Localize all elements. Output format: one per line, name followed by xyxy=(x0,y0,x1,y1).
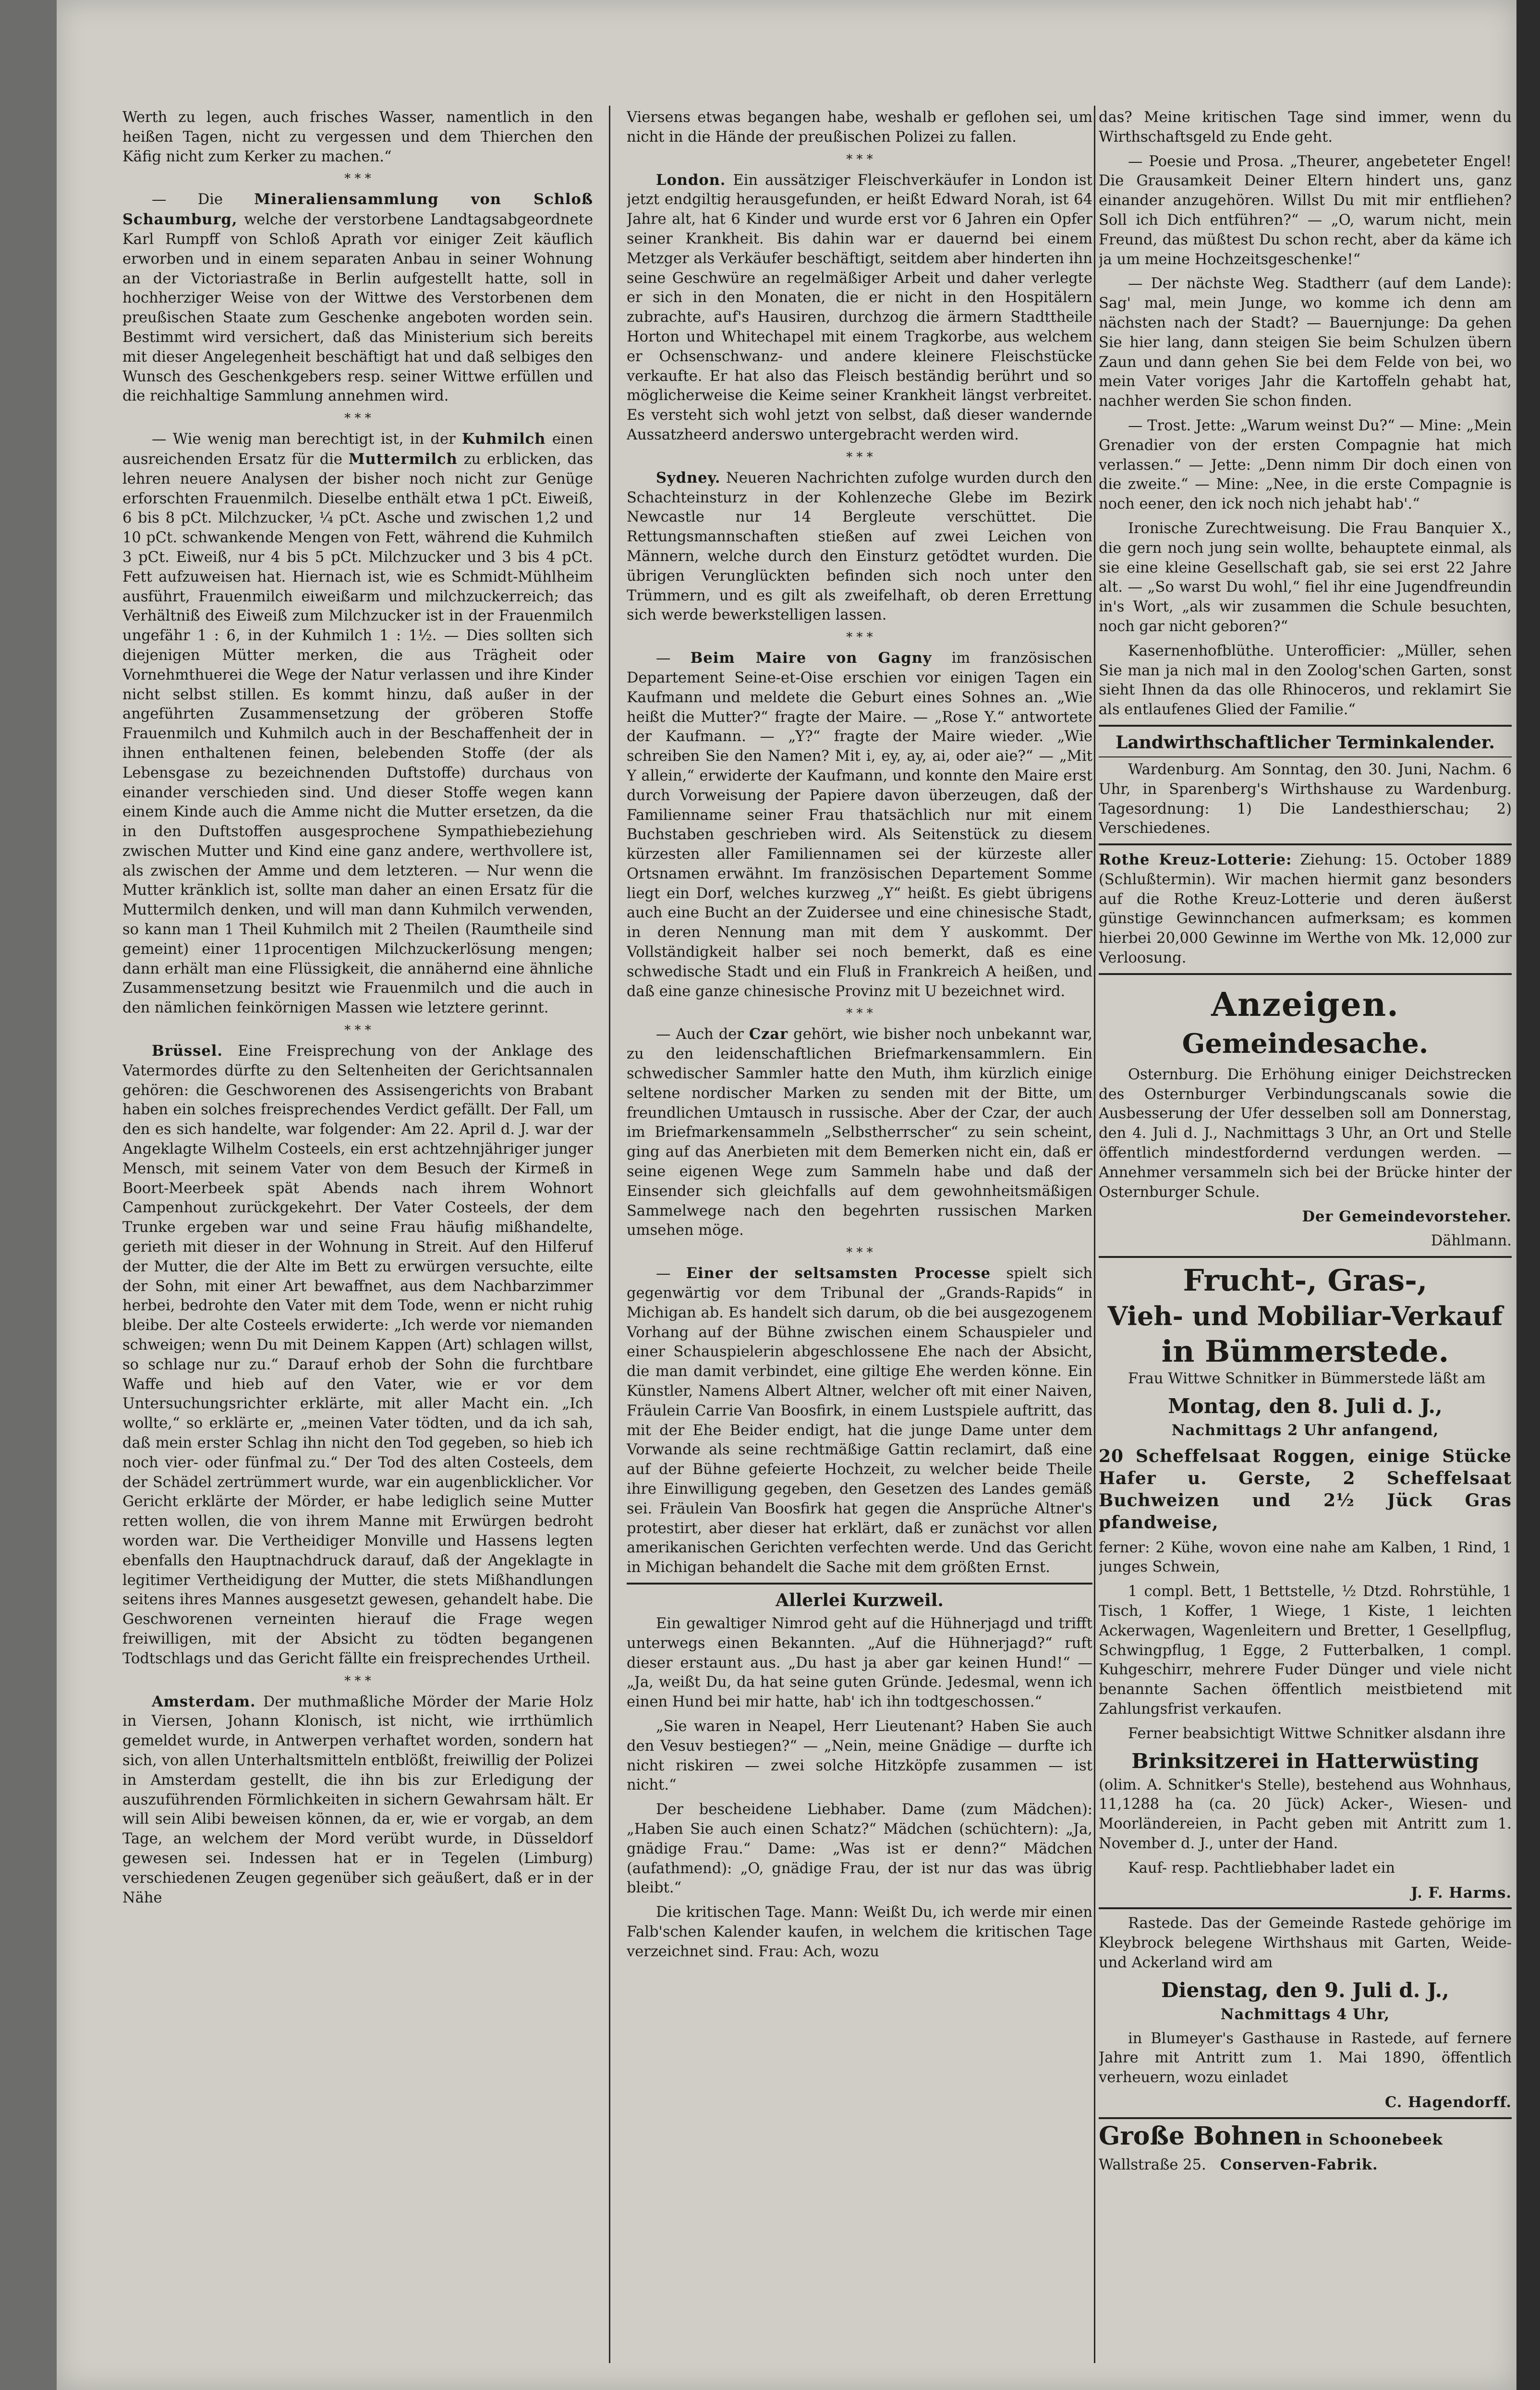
verkauf-intro: Frau Wittwe Schnitker in Bümmerstede läßt am xyxy=(1128,1370,1486,1388)
kurzweil-item: — Der nächste Weg. Stadtherr (auf dem Lande): Sag' mal, mein Junge, wo komme ich denn am nächsten nach der Stadt? — Bauernjunge: Da gehen Sie hier lang, dann steigen Sie beim Schulzen übern Zaun und dann gehen Sie bei dem Felde von bei, wo mein Vater voriges Jahr die Kartoffeln gehabt hat, nachher werden Sie schon finden. xyxy=(1099,275,1512,410)
verkauf-signature: J. F. Harms. xyxy=(1411,1884,1512,1902)
scan-left-margin xyxy=(0,0,57,2390)
article-headword: Beim Maire von Gagny xyxy=(690,649,932,667)
separator-stars: * * * xyxy=(344,1023,371,1038)
kurzweil-item: Der bescheidene Liebhaber. Dame (zum Mädchen): „Haben Sie auch einen Schatz?“ Mädchen (schüchtern): „Ja, gnädige Frau.“ Dame: „Was ist er denn?“ Mädchen (aufathmend): „O, gnädige Frau, der ist nur das was übrig bleibt.“ xyxy=(627,1801,1092,1897)
article-processe: — Einer der seltsamsten Processe spielt sich gegenwärtig vor dem Tribunal der „Grands-Rapids“ in Michigan ab. Es handelt sich darum, ob die bei ausgezogenem Vorhang auf der Bühne zwischen einem Schauspieler und einer Schauspielerin abgeschlossene Ehe nach der Absicht, die man damit verbindet, eine giltige Ehe werden könne. Ein Künstler, Namens Albert Altner, welcher oft mit einer Naiven, Fräulein Carrie Van Boosfirk, in einem Lustspiele auftritt, das mit der Ehe Beider endigt, hat die junge Dame unter dem Vorwande als seine rechtmäßige Gattin reclamirt, daß eine auf der Bühne gefeierte Hochzeit, zu welcher beide Theile ihre Einwilligung gegeben, den Gesetzen des Landes gemäß sei. Fräulein Van Boosfirk hat gegen die Ansprüche Altner's protestirt, aber dieser hat erklärt, daß er zunächst vor allen amerikanischen Gerichten verfechten werde. Und das Gericht in Michigan behandelt die Sache mit dem größten Ernst. xyxy=(627,1265,1092,1576)
separator-stars: * * * xyxy=(846,1006,873,1021)
section-divider xyxy=(1099,1907,1512,1909)
article-continuation: Viersens etwas begangen habe, weshalb er geflohen sei, um nicht in die Hände der preußischen Polizei zu fallen. xyxy=(627,109,1092,146)
gemeindesache-heading: Gemeindesache. xyxy=(1182,1027,1429,1060)
bohnen-ad xyxy=(1099,2121,1512,2151)
gemeindesache-signature: Der Gemeindevorsteher. xyxy=(1302,1208,1512,1226)
bohnen-address: Wallstraße 25. xyxy=(1099,2156,1206,2173)
kurzweil-item: „Sie waren in Neapel, Herr Lieutenant? Haben Sie auch den Vesuv bestiegen?“ — „Nein, meine Gnädige — durfte ich nicht riskiren — zwei solche Hitzköpfe zusammen — ist nicht.“ xyxy=(627,1718,1092,1794)
column-rule-1 xyxy=(609,106,610,2363)
article-amsterdam: Amsterdam. Der muthmaßliche Mörder der Marie Holz in Viersen, Johann Klonisch, ist nicht, wie irrthümlich gemeldet wurde, in Antwerpen verhaftet worden, sondern hat sich, von allen Unterhaltsmitteln entblößt, freiwillig der Polizei in Amsterdam gestellt, die ihn bis zur Erledigung der auszuführenden Förmlichkeiten in sichern Gewahrsam hält. Er will sein Alibi beweisen können, da er, wie er vorgab, an dem Tage, an welchem der Mord verübt wurde, in Düsseldorf gewesen sei. Indessen hat er in Tegelen (Limburg) verschiedenen Zeugen gegenüber sich geäußert, daß er in der Nähe xyxy=(122,1693,593,1906)
kurzweil-item: Ein gewaltiger Nimrod geht auf die Hühnerjagd und trifft unterwegs einen Bekannten. „Auf die Hühnerjagd?“ ruft dieser erstaunt aus. „Du hast ja aber gar keinen Hund!“ — „Ja, weißt Du, da hat seine guten Gründe. Jedesmal, wenn ich einen Hund bei mir hatte, hab' ich ihn todtgeschossen.“ xyxy=(627,1615,1092,1711)
separator-stars: * * * xyxy=(344,1673,371,1688)
verkauf-animals: ferner: 2 Kühe, wovon eine nahe am Kalben, 1 Rind, 1 junges Schwein, xyxy=(1099,1539,1512,1576)
article-headword: Kuhmilch xyxy=(462,430,546,448)
kurzweil-item: — Poesie und Prosa. „Theurer, angebeteter Engel! Die Grausamkeit Deiner Eltern hindert uns, ganz einander anzugehören. Willst Du mit mir entfliehen? Soll ich Dich entführen?“ — „O, warum nicht, mein Freund, das müßtest Du schon recht, aber da käme ich ja um meine Hochzeitsgeschenke!“ xyxy=(1099,153,1512,268)
article-bruessel: Brüssel. Eine Freisprechung von der Anklage des Vatermordes dürfte zu den Seltenheiten der Gerichtsannalen gehören: die Geschworenen des Assisengerichts von Brabant haben ein solches freisprechendes Verdict gefällt. Der Fall, um den es sich handelte, war folgender: Am 22. April d. J. war der Angeklagte Wilhelm Costeels, ein erst achtzehnjähriger junger Mensch, mit seinem Vater von dem Besuch der Kirmeß in Boort-Meerbeek spät Abends nach ihrem Wohnort Campenhout zurückgekehrt. Der Vater Costeels, der dem Trunke ergeben war und seine Frau häufig mißhandelte, gerieth mit dieser in der Wohnung in Streit. Auf den Hilferuf der Mutter, die der Alte im Bett zu erwürgen versuchte, eilte der Sohn, mit einer Art bewaffnet, aus dem Nachbarzimmer herbei, bedrohte den Vater mit dem Tode, wenn er nicht ruhig bleibe. Der alte Costeels erwiderte: „Ich werde vor niemanden schweigen; wenn Du mit Deinem Kappen (Art) schlagen willst, so schlage nur zu.“ Darauf erhob der Sohn die furchtbare Waffe und hieb auf den Vater, wie er vor dem Untersuchungsrichter erklärte, mit aller Macht ein. „Ich wollte,“ so erklärte er, „meinen Vater tödten, und da ich sah, daß mein erster Schlag ihn nicht den Tod gegeben, so hieb ich noch vier- oder fünfmal zu.“ Der Tod des alten Costeels, dem der Schädel zertrümmert wurde, war ein augenblicklicher. Vor Gericht erklärte der Mörder, er habe lediglich seine Mutter retten wollen, die von ihrem Manne mit Erwürgen bedroht worden war. Die Vertheidiger Monville und Hassens legten ebenfalls den Hauptnachdruck darauf, daß der Angeklagte in legitimer Vertheidigung der Mutter, die stets Mißhandlungen seitens ihres Mannes ausgesetzt gewesen, gehandelt habe. Die Geschworenen verneinten hierauf die Frage wegen freiwilligen, mit der Absicht zu tödten begangenen Todtschlags und das Gericht fällte ein freisprechendes Urtheil. xyxy=(122,1042,593,1667)
column-2 xyxy=(627,108,1092,2370)
column-rule-2 xyxy=(1094,106,1095,2363)
bohnen-title: Große Bohnen xyxy=(1099,2121,1302,2151)
section-divider xyxy=(1099,973,1512,975)
kurzweil-continuation: das? Meine kritischen Tage sind immer, wenn du Wirthschaftsgeld zu Ende geht. xyxy=(1099,109,1512,146)
article-headword: Brüssel. xyxy=(152,1042,223,1060)
column-3 xyxy=(1099,108,1512,2370)
terminkalender-heading: Landwirthschaftlicher Terminkalender. xyxy=(1116,732,1495,753)
kurzweil-item: Kasernenhofblüthe. Unterofficier: „Müller, sehen Sie man ja nich mal in den Zoolog'schen Garten, sonst sieht Ihnen da das olle Rhinoceros, und reklamirt Sie als entlaufenes Glied der Familie.“ xyxy=(1099,642,1512,719)
bohnen-fabrik: Conserven-Fabrik. xyxy=(1220,2156,1378,2173)
article-headword: Sydney. xyxy=(656,469,721,487)
section-divider xyxy=(1099,1256,1512,1258)
kurzweil-item: Ironische Zurechtweisung. Die Frau Banquier X., die gern noch jung sein wollte, behauptete einmal, als sie eine kleine Gesellschaft gab, sie sei erst 22 Jahre alt. — „So warst Du wohl,“ fiel ihr eine Jugendfreundin in's Wort, „als wir zusammen die Schule besuchten, noch gar nicht geboren?“ xyxy=(1099,520,1512,635)
verkauf-items: 1 compl. Bett, 1 Bettstelle, ½ Dtzd. Rohrstühle, 1 Tisch, 1 Koffer, 1 Wiege, 1 Kiste, 1 leichten Ackerwagen, Wagenleitern und Bretter, 1 Gesellpflug, Schwingpflug, 1 Egge, 2 Futterbalken, 1 compl. Kuhgeschirr, mehrere Fuder Dünger und viele nicht benannte Sachen öffentlich meistbietend mit Zahlungsfrist verkaufen. xyxy=(1099,1583,1512,1718)
rastede-text: Rastede. Das der Gemeinde Rastede gehörige im Kleybrock belegene Wirthshaus mit Garten, Weide- und Ackerland wird am xyxy=(1099,1915,1512,1971)
separator-stars: * * * xyxy=(344,411,371,426)
section-divider xyxy=(1099,725,1512,727)
kurzweil-item: — Trost. Jette: „Warum weinst Du?“ — Mine: „Mein Grenadier von der ersten Compagnie hat mich verlassen.“ — Jette: „Denn nimm Dir doch einen von die zweite.“ — Mine: „Nee, in die erste Compagnie is noch eener, den ick noch nich jehabt hab'.“ xyxy=(1099,417,1512,513)
separator-stars: * * * xyxy=(846,152,873,167)
article-headword: London. xyxy=(656,171,726,189)
terminkalender-entry: Wardenburg. Am Sonntag, den 30. Juni, Nachm. 6 Uhr, in Sparenberg's Wirthshause zu Wardenburg. Tagesordnung: 1) Die Landesthierschau; 2) Verschiedenes. xyxy=(1099,761,1512,837)
lotterie-headword: Rothe Kreuz-Lotterie: xyxy=(1099,851,1292,869)
gemeindesache-name: Dählmann. xyxy=(1431,1232,1512,1250)
verkauf-goods: 20 Scheffelsaat Roggen, einige Stücke Hafer u. Gerste, 2 Scheffelsaat Buchweizen und 2½ Jück Gras pfandweise, xyxy=(1099,1446,1512,1533)
verkauf-brinksitzerei: Brinksitzerei in Hatterwüsting xyxy=(1131,1749,1479,1773)
rastede-signature: C. Hagendorff. xyxy=(1385,2093,1512,2111)
article-headword: Mineraliensammlung von Schloß Schaumburg, xyxy=(122,191,593,229)
bohnen-side: in Schoonebeek xyxy=(1306,2131,1443,2148)
section-divider xyxy=(1099,843,1512,845)
scan-right-margin xyxy=(1516,0,1540,2390)
anzeigen-heading: Anzeigen. xyxy=(1211,985,1399,1024)
gemeindesache-text: Osternburg. Die Erhöhung einiger Deichstrecken des Osternburger Verbindungscanals sowie die Ausbesserung der Ufer desselben soll am Donnerstag, den 4. Juli d. J., Nachmittags 3 Uhr, an Ort und Stelle öffentlich mindestfordernd verdungen werden. — Annehmer versammeln sich bei der Brücke hinter der Osternburger Schule. xyxy=(1099,1066,1512,1201)
article-gagny: — Beim Maire von Gagny im französischen Departement Seine-et-Oise erschien vor einigen Tagen ein Kaufmann und meldete die Geburt eines Sohnes an. „Wie heißt die Mutter?“ fragte der Maire. — „Rose Y.“ antwortete der Kaufmann. — „Y?“ fragte der Maire wieder. „Wie schreiben Sie den Namen? Mit i, ey, ay, ai, oder aie?“ — „Mit Y allein,“ erwiderte der Kaufmann, und konnte den Maire erst durch Vorweisung der Papiere davon überzeugen, daß der Familienname seiner Frau thatsächlich nur mit einem Buchstaben geschrieben wird. Als Seitenstück zu diesem kürzesten aller Familiennamen sei der kürzeste aller Ortsnamen erwähnt. Im französischen Departement Somme liegt ein Dorf, welches kurzweg „Y“ heißt. Es giebt übrigens auch eine Bucht an der Zuidersee und eine chinesische Stadt, in deren Nennung man mit dem Y auskommt. Der Vollständigkeit halber sei noch bemerkt, daß es eine schwedische Stadt und ein Fluß in Frankreich A heißen, und daß eine ganze chinesische Provinz mit U bezeichnet wird. xyxy=(627,649,1092,1000)
article-headword: Einer der seltsamsten Processe xyxy=(686,1265,991,1282)
article-london: London. Ein aussätziger Fleischverkäufer in London ist jetzt endgiltig herausgefunden, er heißt Edward Norah, ist 64 Jahre alt, hat 6 Kinder und wurde erst vor 6 Jahren ein Opfer seiner Krankheit. Bis dahin war er dauernd bei einem Metzger als Verkäufer beschäftigt, seitdem aber hinderten ihn seine Geschwüre an regelmäßiger Arbeit und daher verlegte er sich in den Monaten, die er nicht in den Hospitälern zubrachte, auf's Hausiren, durchzog die ärmern Stadttheile Horton und Whitechapel mit einem Tragkorbe, aus welchem er Ochsenschwanz- und andere kleinere Fleischstücke verkaufte. Er hat also das Fleisch beständig berührt und so möglicherweise die Keime seiner Krankheit längst verbreitet. Es versteht sich wohl jetzt von selbst, daß dieser wandernde Aussatzheerd anderswo untergebracht werden wird. xyxy=(627,171,1092,443)
separator-stars: * * * xyxy=(846,1245,873,1260)
verkauf-title-1: Frucht-, Gras-, xyxy=(1183,1263,1428,1298)
section-divider xyxy=(627,1583,1092,1585)
section-divider xyxy=(1099,756,1512,757)
article-headword: Muttermilch xyxy=(348,450,458,468)
section-divider xyxy=(1099,2117,1512,2119)
article-kuhmilch: — Wie wenig man berechtigt ist, in der Kuhmilch einen ausreichenden Ersatz für die Muttermilch zu erblicken, das lehren neuere Analysen der bisher noch nicht zur Genüge erforschten Frauenmilch. Dieselbe enthält etwa 1 pCt. Eiweiß, 6 bis 8 pCt. Milchzucker, ¼ pCt. Asche und zwischen 1,2 und 10 pCt. schwankende Mengen von Fett, während die Kuhmilch 3 pCt. Eiweiß, nur 4 bis 5 pCt. Milchzucker und 3 bis 4 pCt. Fett aufzuweisen hat. Hiernach ist, wie es Schmidt-Mühlheim ausführt, Frauenmilch eiweißarm und milchzuckerreich; das Verhältniß des Eiweiß zum Milchzucker ist in der Frauenmilch ungefähr 1 : 6, in der Kuhmilch 1 : 1½. — Dies sollten sich diejenigen Mütter merken, die aus Trägheit oder Vornehmthuerei die Wege der Natur verlassen und ihre Kinder nicht selbst stillen. Es kommt hinzu, daß außer in der angeführten Zusammensetzung der gröberen Stoffe Frauenmilch und Kuhmilch auch in der Beschaffenheit der in ihnen enthaltenen feinen, belebenden Stoffe (der als Lebensgase zu bezeichnenden Duftstoffe) durchaus von einander verschieden sind. Und dieser Stoffe wegen kann einem Kinde auch die Amme nicht die Mutter ersetzen, da die in den Duftstoffen ausgesprochene Sympathiebeziehung zwischen Mutter und Kind eine ganz andere, werthvollere ist, als zwischen der Amme und dem letzteren. — Nur wenn die Mutter kränklich ist, sollte man daher an einen Ersatz für die Muttermilch denken, und will man dann Kuhmilch verwenden, so kann man 1 Theil Kuhmilch mit 2 Theilen (Raumtheile sind gemeint) einer 11procentigen Milchzuckerlösung mengen; dann erhält man eine Flüssigkeit, die annähernd eine ähnliche Zusammensetzung besitzt wie Frauenmilch und die auch in den nämlichen feinkörnigen Massen wie letztere gerinnt. xyxy=(122,430,593,1017)
article-headword: Amsterdam. xyxy=(152,1693,256,1710)
article-headword: Czar xyxy=(749,1025,788,1043)
separator-stars: * * * xyxy=(846,450,873,464)
column-1 xyxy=(122,108,593,2370)
rastede-time: Nachmittags 4 Uhr, xyxy=(1220,2005,1390,2023)
bohnen-footer xyxy=(1099,2155,1512,2175)
lotterie-notice: Rothe Kreuz-Lotterie: Ziehung: 15. October 1889 (Schlußtermin). Wir machen hiermit ganz besonders auf die Rothe Kreuz-Lotterie und deren äußerst günstige Gewinnchancen aufmerksam; es kommen hierbei 20,000 Gewinne im Werthe von Mk. 12,000 zur Verloosung. xyxy=(1099,851,1512,967)
verkauf-ferner: Ferner beabsichtigt Wittwe Schnitker alsdann ihre xyxy=(1128,1725,1506,1742)
verkauf-date: Montag, den 8. Juli d. J., xyxy=(1168,1394,1443,1418)
verkauf-kauf: Kauf- resp. Pachtliebhaber ladet ein xyxy=(1128,1859,1395,1877)
article-sydney: Sydney. Neueren Nachrichten zufolge wurden durch den Schachteinsturz in der Kohlenzeche Glebe im Bezirk Newcastle nur 14 Bergleute verschüttet. Die Rettungsmannschaften stießen auf zwei Leichen von Männern, welche durch den Einsturz getödtet wurden. Die übrigen Verunglückten befinden sich noch unter den Trümmern, und es gilt als zweifelhaft, ob deren Errettung sich werde bewerkstelligen lassen. xyxy=(627,469,1092,624)
kurzweil-heading: Allerlei Kurzweil. xyxy=(776,1590,944,1610)
rastede-date: Dienstag, den 9. Juli d. J., xyxy=(1161,1978,1449,2002)
verkauf-title-2: Vieh- und Mobiliar-Verkauf xyxy=(1107,1301,1503,1332)
article-continuation: Werth zu legen, auch frisches Wasser, namentlich in den heißen Tagen, nicht zu vergessen und dem Thierchen den Käfig nicht zum Kerker zu machen.“ xyxy=(122,109,593,165)
kurzweil-item: Die kritischen Tage. Mann: Weißt Du, ich werde mir einen Falb'schen Kalender kaufen, in welchem die kritischen Tage verzeichnet sind. Frau: Ach, wozu xyxy=(627,1904,1092,1960)
verkauf-time: Nachmittags 2 Uhr anfangend, xyxy=(1171,1421,1439,1439)
separator-stars: * * * xyxy=(846,630,873,645)
rastede-text-2: in Blumeyer's Gasthause in Rastede, auf fernere Jahre mit Antritt zum 1. Mai 1890, öffentlich verheuern, wozu einladet xyxy=(1099,2030,1512,2086)
article-czar: — Auch der Czar gehört, wie bisher noch unbekannt war, zu den leidenschaftlichen Briefmarkensammlern. Ein schwedischer Sammler hatte den Muth, ihm kürzlich einige seltene nordischer Marken zu senden mit der Bitte, um freundlichen Umtausch in russische. Aber der Czar, der auch im Briefmarkensammeln „Selbstherrscher“ zu sein scheint, ging auf das Anerbieten mit dem Bemerken nicht ein, daß er seine eigenen Wege zum Sammeln habe und daß der Einsender sich gleichfalls auf dem gewohnheitsmäßigen Sammelwege nach den begehrten russischen Marken umsehen möge. xyxy=(627,1025,1092,1239)
separator-stars: * * * xyxy=(344,171,371,186)
article-mineraliensammlung: — Die Mineraliensammlung von Schloß Schaumburg, welche der verstorbene Landtagsabgeordnete Karl Rumpff von Schloß Aprath vor einiger Zeit käuflich erworben und in einem separaten Anbau in seiner Wohnung an der Victoriastraße in Berlin aufgestellt hatte, soll in hochherziger Weise von der Wittwe des Verstorbenen dem preußischen Staate zum Geschenke angeboten worden sein. Bestimmt wird versichert, daß das Ministerium sich bereits mit dieser Angelegenheit beschäftigt hat und daß selbiges den Wunsch des Geschenkgebers resp. seiner Wittwe erfüllen und die reichhaltige Sammlung annehmen wird. xyxy=(122,191,593,405)
verkauf-title-3: in Bümmerstede. xyxy=(1161,1334,1449,1369)
verkauf-brinksitzerei-text: (olim. A. Schnitker's Stelle), bestehend aus Wohnhaus, 11,1288 ha (ca. 20 Jück) Acker-, Wiesen- und Moorländereien, in Pacht geben mit Antritt zum 1. November d. J., unter der Hand. xyxy=(1099,1776,1512,1852)
